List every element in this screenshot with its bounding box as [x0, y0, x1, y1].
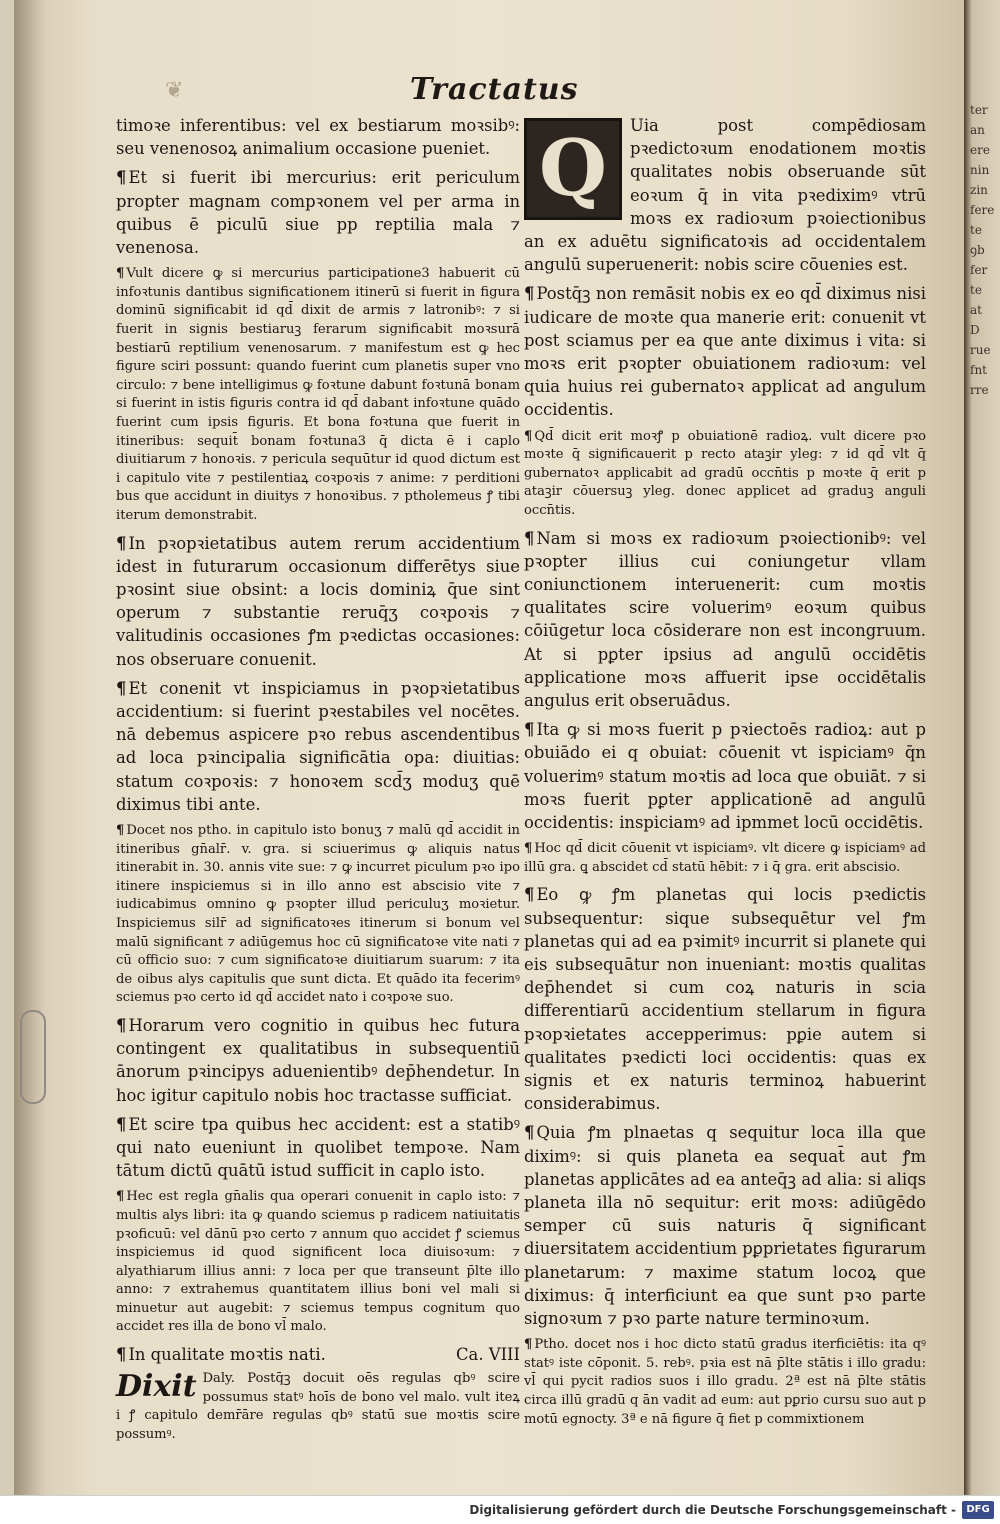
paper-clip-icon	[20, 1010, 46, 1104]
right-column	[524, 114, 926, 1435]
pilcrow-icon: ¶	[524, 1123, 535, 1143]
pilcrow-icon: ¶	[116, 1114, 127, 1134]
paragraph: ¶ Postq̄ꝫ non remāsit nobis ex eo qd̄ diximus nisi iudicare de moꝛte qua manerie erit: conuenit vt post sciamus per ea que ante diximus i vita: si moꝛs erit pꝛopter obuiationem radioꝛum: vel quia huius rei gubernatoꝛ applicat ad angulum occidentis.	[524, 284, 926, 420]
commentary-paragraph: ¶ Hoc qd̄ dicit cōuenit vt ispiciamꝰ. vlt dicere ꝙ ispiciamꝰ ad illū gra. ꝗ abscidet cd̄ statū hēbit: ⁊ i q̄ gra. erit abscisio.	[524, 841, 926, 875]
paragraph: ¶ Horarum vero cognitio in quibus hec futura contingent ex qualitatibus in subsequentiū ānorum pꝛincipys aduenientibꝰ dep̄hendetur. In hoc igitur capitulo nobis hoc tractasse sufficiat.	[116, 1015, 520, 1105]
pilcrow-icon: ¶	[116, 266, 125, 282]
next-page-fragments: ter an ere nin zin fere te ꝯb fer te at D rue fnt rre	[970, 103, 995, 397]
commentary-paragraph: ¶ Hec est regla gn̄alis qua operari conuenit in caplo isto: ⁊ multis alys libri: ita ꝙ quando sciemus p radicem natiuitatis pꝛoficuū: vel dānū pꝛo certo ⁊ annum quo accidet ꝭ sciemus inspiciemus id quod significent loca diuisoꝛum: ⁊ alyathiarum illius anni: ⁊ loca per que transeunt p̄lte illo anno: ⁊ extrahemus quantitatem illius boni vel mali si minuetur aut augebit: ⁊ sciemus tempus cognitum quo accidet res illa de bono vl̄ malo.	[116, 1189, 520, 1335]
pilcrow-icon: ¶	[524, 885, 535, 905]
pilcrow-icon: ¶	[116, 1345, 127, 1365]
paragraph: timoꝛe inferentibus: vel ex bestiarum moꝛsibꝰ: seu venenosoꝝ animalium occasione pueniet.	[116, 116, 520, 159]
pilcrow-icon: ¶	[116, 1189, 125, 1205]
chapter-number: Ca. VIII	[456, 1345, 520, 1365]
commentary-paragraph: ¶ Ptho. docet nos i hoc dicto statū gradus iterficiētis: ita qꝰ statꝰ iste cōponit. 5. rebꝰ. pꝛia est nā p̄lte stātis i illo gradu: vl̄ qui pycit radios suos i illo gradu. 2ª est nā p̄lte stātis circa illū gradū q ān vadit ad eum: aut pꝑrio cursu suo aut p motū egnocty. 3ª e nā figure q̄ fiet p commixtionem	[524, 1337, 926, 1427]
chapter-heading	[116, 1343, 520, 1366]
pilcrow-icon: ¶	[524, 720, 535, 740]
paragraph: ¶ Et scire tpa quibus hec accident: est a statibꝰ qui nato eueniunt in quolibet tempoꝛe. Nam tātum dictū quātū istud sufficit in caplo isto.	[116, 1114, 520, 1181]
paragraph: Q Uia post compēdiosam pꝛedictoꝛum enodationem moꝛtis qualitates nobis obseruande sūt eoꝛum q̄ in vita pꝛediximꝰ vtrū moꝛs ex radioꝛum pꝛoiectionibus an ex aduētu significatoꝛis ad occidentalem angulū superuenerit: nobis scire cōuenies est.	[524, 116, 926, 275]
left-column	[116, 114, 520, 1450]
paragraph: ¶ Eo ꝙ ꝭm planetas qui locis pꝛedictis subsequentur: sique subsequētur vel ꝭm planetas qui ad ea pꝛimitꝰ incurrit si planete qui eis subsequātur non inueniant: moꝛtis qualitas dep̄hendet si cum coꝝ naturis in scia differentiarū accidentium stellarum in figura pꝛopꝛietates accepperimus: pꝑie autem si qualitates pꝛedicti loci occidentis: quas ex signis et ex naturis terminoꝝ habuerint considerabimus.	[524, 885, 926, 1114]
funding-credit: Digitalisierung gefördert durch die Deutsche Forschungsgemeinschaft -	[469, 1503, 956, 1517]
scan-ruler	[0, 0, 15, 1495]
pilcrow-icon: ¶	[116, 533, 127, 553]
paragraph: ¶ Et si fuerit ibi mercurius: erit periculum propter magnam compꝛonem vel per arma in quibus ē piculū siue pp reptilia mala ⁊ venenosa.	[116, 168, 520, 258]
dfg-logo: DFG	[962, 1501, 994, 1519]
decorated-initial: Q	[524, 118, 622, 220]
paragraph: ¶ Nam si moꝛs ex radioꝛum pꝛoiectionibꝰ: vel pꝛopter illius cui coniungetur vllam coniunctionem interuenerit: cum moꝛtis qualitates scire voluerimꝰ eoꝛum quibus cōiūgetur loca cōsiderare non est incongruum. At si pꝑter ipsius ad angulū occidētis applicatione moꝛs affuerit ipse occidētalis angulus erit obseruādus.	[524, 528, 926, 711]
pilcrow-icon: ¶	[116, 1015, 127, 1035]
pilcrow-icon: ¶	[116, 822, 125, 838]
chapter-title: In qualitate moꝛtis nati.	[128, 1345, 326, 1365]
footer-bar	[0, 1495, 1000, 1524]
paragraph: ¶ Quia ꝭm plnaetas q sequitur loca illa que diximꝰ: si quis planeta ea sequat̄ aut ꝭm planetas applicātes ad ea anteq̄ꝫ ad alia: si aliqs planeta illa nō sequitur: erit moꝛs: adiūgēdo semper cū suis naturis q̄ significant diuersitatem accidentium pꝑprietates figurarum planetarum: ⁊ maxime statum locoꝝ que diximus: q̄ interficiunt ea que sunt pꝛo parte signoꝛum ⁊ pꝛo parte nature terminoꝛum.	[524, 1123, 926, 1329]
commentary-paragraph: ¶ Vult dicere ꝙ si mercurius participatione3 habuerit cū infoꝛtunis dantibus significationem itinerū si fuerit in figura dominū significabit id qd̄ dixit de armis ⁊ latronibꝰ: ⁊ si fuerit in signis bestiaruꝫ ferarum significabit moꝛsurā bestiarū reptilium venenosarum. ⁊ manifestum est ꝙ hec figure sciri possunt: quando fuerint cum planetis super vno circulo: ⁊ bene intelligimus ꝙ foꝛtune dabunt foꝛtunā bonam si fuerint in istis figuris contra id qd̄ dabant infoꝛtune quādo fuerint cum ipsis figuris. Et bona foꝛtuna que fuerit in itineribus: sequit̄ bonam foꝛtuna3 q̄ dicta ē i caplo diuitiarum ⁊ honoꝛis. ⁊ pericula sequūtur id quod dictum est i capitulo vite ⁊ pestilentiaꝝ coꝛpoꝛis ⁊ anime: ⁊ perditioni bus que accidunt in diuitys ⁊ honoꝛibus. ⁊ ptholemeus ꝭ tibi iterum demonstrabit.	[116, 266, 520, 523]
commentary-paragraph: ¶ Qd̄ dicit erit moꝛꝭ p obuiationē radioꝝ. vult dicere pꝛo moꝛte q̄ significauerit p recto ataꝫir yleg: ⁊ id qd̄ vlt q̄ gubernatoꝛ applicabit ad gradū occn̄tis p moꝛte q̄ erit p ataꝫir cōuersuꝫ yleg. donec applicet ad graduꝫ anguli occn̄tis.	[524, 428, 926, 519]
pilcrow-icon: ¶	[524, 284, 535, 304]
chapter-opening: Dixit Daly. Postq̄ꝫ docuit oēs regulas qbꝰ scire possumus statꝰ hoīs de bono vel malo. vult iteꝝ i ꝭ capitulo demr̄āre regulas qbꝰ statū sue moꝛtis scire possumꝰ.	[116, 1369, 520, 1442]
pilcrow-icon: ¶	[524, 841, 533, 857]
dixit-word: Dixit	[116, 1369, 197, 1405]
paragraph: ¶ Et conenit vt inspiciamus in pꝛopꝛietatibus accidentium: si fuerint pꝛestabiles vel nocētes. nā debemus aspicere pꝛo rebus ascendentibus ad loca pꝛincipalia significātia opa: diuitias: statum coꝛpoꝛis: ⁊ honoꝛem scd̄ʒ moduʒ quē diximus tibi ante.	[116, 678, 520, 814]
pilcrow-icon: ¶	[524, 428, 533, 444]
pilcrow-icon: ¶	[116, 678, 127, 698]
pilcrow-icon: ¶	[524, 528, 535, 548]
paragraph: ¶ In pꝛopꝛietatibus autem rerum accidentium idest in futurarum occasionum differētys siue pꝛosint siue obsint: a locis dominiꝝ q̄ue sint operum ⁊ substantie reruq̄ʒ coꝛpoꝛis ⁊ valitudinis occasiones ꝭm pꝛedictas occasiones: nos obseruare conuenit.	[116, 533, 520, 669]
running-head: Tractatus	[410, 72, 579, 107]
pilcrow-icon: ¶	[524, 1337, 533, 1353]
commentary-paragraph: ¶ Docet nos ptho. in capitulo isto bonuʒ ⁊ malū qd̄ accidit in itineribus gn̄alr̄. v. gra. si sciuerimus ꝙ aliquis natus itinerabit in. 30. annis vite sue: ⁊ ꝙ incurret piculum pꝛo ipo itinere inspiciemus si in illo anno est abscisio vite ⁊ iudicabimus omnino ꝙ pꝛopter illud periculuʒ moꝛietur. Inspiciemus silr̄ ad significatoꝛes itinerum si bonum vel malū significant ⁊ adiūgemus hoc cū significatoꝛe vite nati ⁊ cū officio suo: ⁊ cum significatoꝛe diuitiarum suarum: ⁊ ita de oibus alys capitulis que sunt dicta. Et quādo ita fecerimꝰ sciemus pꝛo certo id qd̄ accidet nato i coꝛpoꝛe suo.	[116, 822, 520, 1006]
paragraph: ¶ Ita ꝙ si moꝛs fuerit p pꝛiectoēs radioꝝ: aut p obuiādo ei q obuiat: cōuenit vt ispiciamꝰ q̄n voluerimꝰ statum moꝛtis ad loca que obuiāt. ⁊ si moꝛs fuerit pꝑter applicationē ad angulū occidentis: inspiciamꝰ ad ipmmet locū occidētis.	[524, 720, 926, 833]
page-mark-icon: ❦	[165, 78, 184, 103]
pilcrow-icon: ¶	[116, 168, 127, 188]
